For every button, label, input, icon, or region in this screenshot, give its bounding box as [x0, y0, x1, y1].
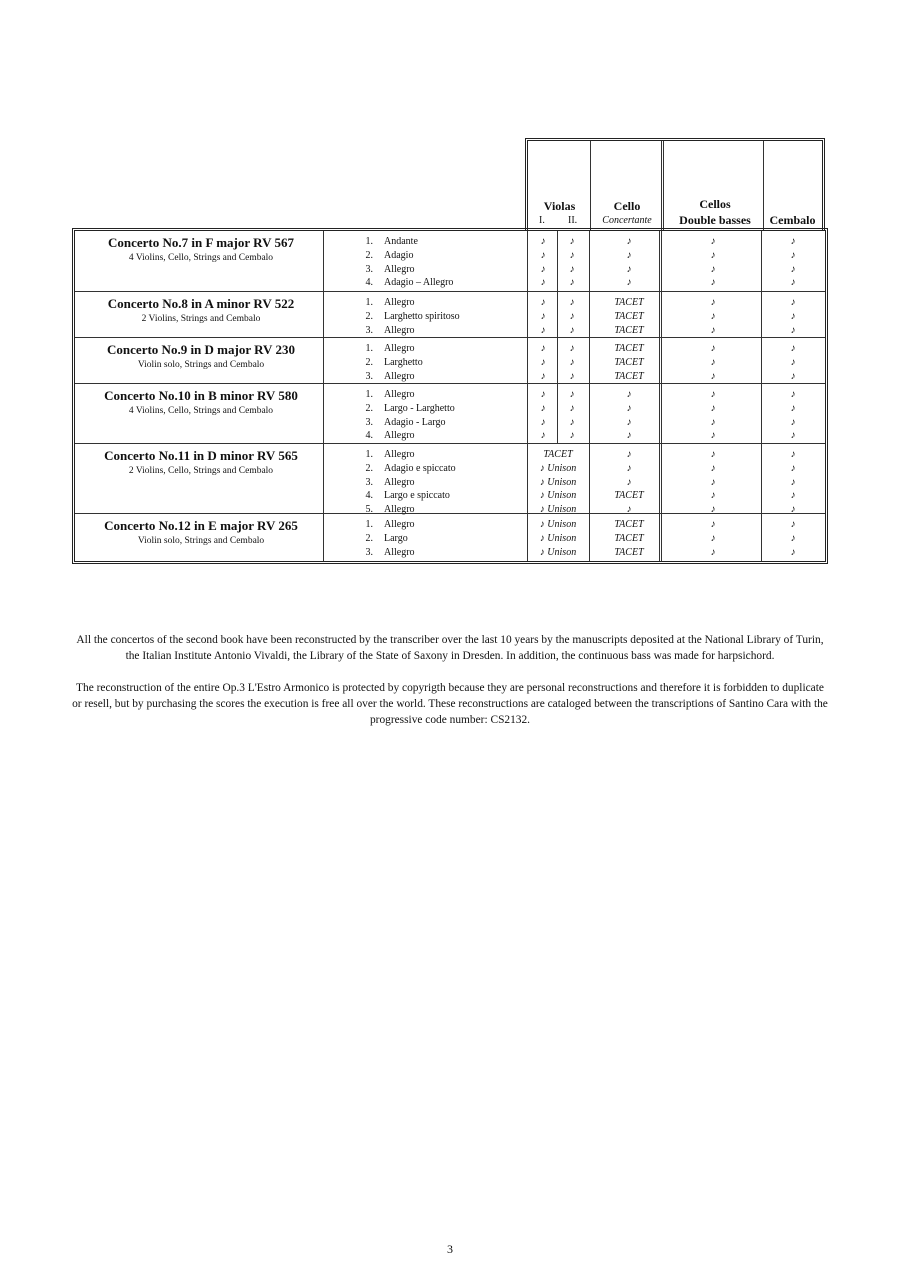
movement-number: 1.: [365, 297, 373, 308]
cello-label: Cello: [613, 199, 641, 213]
viola-1-mark: ♪: [540, 249, 546, 261]
bass-mark: ♪: [710, 277, 716, 289]
viola-1-mark: ♪: [540, 389, 546, 400]
concerto-title: Concerto No.11 in D minor RV 565: [104, 448, 298, 463]
violas-label: Violas: [543, 199, 576, 213]
cello-mark: ♪: [626, 416, 632, 428]
bass-mark: ♪: [710, 343, 716, 354]
viola-2-mark: ♪: [569, 310, 575, 322]
viola-1-mark: ♪: [540, 430, 546, 442]
cello-mark: ♪: [626, 430, 632, 442]
movement-name: Largo e spiccato: [384, 490, 450, 502]
movement-number: 1.: [365, 519, 373, 530]
instrument-header: [525, 138, 825, 230]
concerto-table: [72, 228, 828, 564]
viola-1-mark: ♪: [540, 297, 546, 308]
concerto-title: Concerto No.9 in D major RV 230: [107, 342, 295, 357]
movement-number: 2.: [365, 249, 373, 261]
movement-name: Allegro: [384, 297, 415, 308]
bass-mark: ♪: [710, 416, 716, 428]
cello-mark: ♪: [626, 389, 632, 400]
cello-mark: TACET: [614, 532, 644, 544]
movement-number: 1.: [365, 449, 373, 460]
cellos-label: Cellos: [699, 197, 731, 211]
movement-number: 3.: [365, 263, 373, 275]
bass-mark: ♪: [710, 402, 716, 414]
movement-number: 5.: [365, 504, 373, 516]
cembalo-mark: ♪: [790, 449, 796, 460]
cembalo-label: Cembalo: [769, 213, 816, 227]
cembalo-mark: ♪: [790, 263, 796, 275]
viola-unison-mark: ♪ Unison: [539, 504, 577, 516]
concerto-title: Concerto No.8 in A minor RV 522: [107, 296, 295, 311]
movement-number: 2.: [365, 402, 373, 414]
viola-1-mark: ♪: [540, 310, 546, 322]
viola-1-mark: ♪: [540, 277, 546, 289]
movement-name: Adagio - Largo: [384, 416, 446, 428]
movement-name: Allegro: [384, 263, 415, 275]
concerto-title: Concerto No.10 in B minor RV 580: [104, 388, 298, 403]
cello-mark: ♪: [626, 236, 632, 247]
cello-mark: TACET: [614, 546, 644, 558]
movement-name: Adagio e spiccato: [384, 462, 456, 474]
viola-unison-mark: ♪ Unison: [539, 476, 577, 488]
movement-name: Allegro: [384, 370, 415, 382]
cembalo-mark: ♪: [790, 249, 796, 261]
movement-name: Allegro: [384, 476, 415, 488]
cello-mark: TACET: [614, 310, 644, 322]
cello-mark: ♪: [626, 462, 632, 474]
concerto-title: Concerto No.7 in F major RV 567: [108, 235, 294, 250]
movement-name: Largo - Larghetto: [384, 402, 455, 414]
movement-name: Allegro: [384, 449, 415, 460]
viola-2-mark: ♪: [569, 356, 575, 368]
bass-mark: ♪: [710, 519, 716, 530]
concerto-row: [75, 383, 825, 443]
viola-1-mark: ♪: [540, 263, 546, 275]
bass-mark: ♪: [710, 370, 716, 382]
cembalo-mark: ♪: [790, 416, 796, 428]
cembalo-mark: ♪: [790, 324, 796, 336]
viola-2-label: II.: [568, 215, 578, 226]
bass-mark: ♪: [710, 504, 716, 516]
movement-name: Andante: [384, 236, 418, 247]
movement-number: 3.: [365, 370, 373, 382]
cello-mark: ♪: [626, 249, 632, 261]
cello-mark: ♪: [626, 263, 632, 275]
movement-number: 4.: [365, 277, 373, 289]
movement-name: Largo: [384, 532, 408, 544]
concerto-scoring: 2 Violins, Cello, Strings and Cembalo: [128, 466, 274, 476]
cello-header: [591, 141, 663, 230]
cello-mark: ♪: [626, 476, 632, 488]
viola-1-mark: ♪: [540, 370, 546, 382]
viola-1-mark: ♪: [540, 356, 546, 368]
movement-number: 2.: [365, 532, 373, 544]
cembalo-mark: ♪: [790, 476, 796, 488]
bass-mark: ♪: [710, 490, 716, 502]
cembalo-mark: ♪: [790, 370, 796, 382]
viola-1-mark: ♪: [540, 236, 546, 247]
viola-2-mark: ♪: [569, 389, 575, 400]
bass-mark: ♪: [710, 462, 716, 474]
movement-number: 3.: [365, 476, 373, 488]
movement-number: 1.: [365, 389, 373, 400]
viola-1-mark: ♪: [540, 343, 546, 354]
viola-2-mark: ♪: [569, 249, 575, 261]
bass-mark: ♪: [710, 249, 716, 261]
viola-unison-mark: ♪ Unison: [539, 519, 577, 530]
cello-mark: ♪: [626, 402, 632, 414]
viola-2-mark: ♪: [569, 343, 575, 354]
movement-name: Adagio: [384, 249, 414, 261]
concerto-row: [75, 337, 825, 383]
cembalo-mark: ♪: [790, 310, 796, 322]
reconstruction-note: All the concertos of the second book have been reconstructed by the transcriber over the last 10 years by the manuscripts deposited at the National Library of Turin, the Italian Institute Antonio Vivaldi, the Library of the State of Saxony in Dresden. In addition, the continuous bass was made for harpsichord.: [76, 634, 824, 662]
bass-mark: ♪: [710, 310, 716, 322]
viola-2-mark: ♪: [569, 402, 575, 414]
cembalo-header: [763, 141, 822, 230]
viola-1-mark: ♪: [540, 416, 546, 428]
movement-name: Allegro: [384, 343, 415, 354]
cembalo-mark: ♪: [790, 402, 796, 414]
cello-mark: TACET: [614, 490, 644, 502]
movement-number: 2.: [365, 462, 373, 474]
double-basses-label: Double basses: [679, 213, 751, 227]
cembalo-mark: ♪: [790, 277, 796, 289]
concerto-scoring: Violin solo, Strings and Cembalo: [137, 360, 265, 370]
viola-1-mark: ♪: [540, 402, 546, 414]
cello-mark: TACET: [614, 356, 644, 368]
cello-mark: TACET: [614, 324, 644, 336]
viola-unison-mark: ♪ Unison: [539, 462, 577, 474]
movement-name: Allegro: [384, 430, 415, 442]
viola-2-mark: ♪: [569, 370, 575, 382]
movement-name: Larghetto spiritoso: [384, 310, 460, 322]
movement-number: 3.: [365, 416, 373, 428]
viola-2-mark: ♪: [569, 430, 575, 442]
cembalo-mark: ♪: [790, 546, 796, 558]
viola-2-mark: ♪: [569, 263, 575, 275]
movement-number: 1.: [365, 236, 373, 247]
movement-number: 4.: [365, 430, 373, 442]
bass-mark: ♪: [710, 263, 716, 275]
concerto-scoring: 2 Violins, Strings and Cembalo: [141, 314, 261, 324]
viola-unison-mark: ♪ Unison: [539, 546, 577, 558]
copyright-note: The reconstruction of the entire Op.3 L'Estro Armonico is protected by copyrigth because they are personal reconstructions and therefore it is forbidden to duplicate or resell, but by purchasing the scores the execution is free all over the world. These reconstructions are cataloged between the transcriptions of Santino Cara with the progressive code number: CS2132.: [72, 682, 828, 726]
movement-name: Adagio – Allegro: [384, 277, 454, 289]
cembalo-mark: ♪: [790, 490, 796, 502]
cembalo-mark: ♪: [790, 430, 796, 442]
movement-name: Allegro: [384, 519, 415, 530]
viola-2-mark: ♪: [569, 297, 575, 308]
bass-mark: ♪: [710, 297, 716, 308]
cello-mark: TACET: [614, 519, 644, 530]
viola-unison-mark: TACET: [543, 449, 573, 460]
movement-number: 3.: [365, 324, 373, 336]
concerto-row: [75, 231, 825, 291]
movement-number: 2.: [365, 356, 373, 368]
cembalo-mark: ♪: [790, 462, 796, 474]
cembalo-mark: ♪: [790, 532, 796, 544]
movement-name: Allegro: [384, 389, 415, 400]
concerto-row: [75, 443, 825, 516]
concerto-title: Concerto No.12 in E major RV 265: [104, 518, 298, 533]
movement-number: 2.: [365, 310, 373, 322]
page-number: 3: [447, 1242, 453, 1256]
viola-1-mark: ♪: [540, 324, 546, 336]
bass-mark: ♪: [710, 546, 716, 558]
bass-mark: ♪: [710, 356, 716, 368]
bass-mark: ♪: [710, 389, 716, 400]
violas-header: [528, 141, 591, 230]
movement-name: Allegro: [384, 546, 415, 558]
movement-number: 3.: [365, 546, 373, 558]
cello-mark: TACET: [614, 370, 644, 382]
viola-unison-mark: ♪ Unison: [539, 532, 577, 544]
viola-2-mark: ♪: [569, 236, 575, 247]
movement-number: 1.: [365, 343, 373, 354]
bass-mark: ♪: [710, 236, 716, 247]
cello-mark: ♪: [626, 277, 632, 289]
cembalo-mark: ♪: [790, 343, 796, 354]
bass-mark: ♪: [710, 476, 716, 488]
concerto-scoring: 4 Violins, Cello, Strings and Cembalo: [128, 406, 274, 416]
movement-name: Allegro: [384, 324, 415, 336]
concerto-row: [75, 291, 825, 337]
concerto-row: [75, 513, 825, 561]
cello-mark: ♪: [626, 504, 632, 516]
viola-2-mark: ♪: [569, 416, 575, 428]
movement-name: Larghetto: [384, 356, 423, 368]
viola-2-mark: ♪: [569, 324, 575, 336]
bass-mark: ♪: [710, 532, 716, 544]
cembalo-mark: ♪: [790, 504, 796, 516]
bass-mark: ♪: [710, 430, 716, 442]
viola-unison-mark: ♪ Unison: [539, 490, 577, 502]
bass-mark: ♪: [710, 449, 716, 460]
concerto-scoring: 4 Violins, Cello, Strings and Cembalo: [128, 253, 274, 263]
movement-number: 4.: [365, 490, 373, 502]
viola-1-label: I.: [539, 215, 545, 226]
cembalo-mark: ♪: [790, 389, 796, 400]
cembalo-mark: ♪: [790, 519, 796, 530]
cembalo-mark: ♪: [790, 297, 796, 308]
cello-sub-label: Concertante: [602, 215, 652, 226]
cello-mark: TACET: [614, 343, 644, 354]
viola-2-mark: ♪: [569, 277, 575, 289]
movement-name: Allegro: [384, 504, 415, 516]
cello-mark: TACET: [614, 297, 644, 308]
notes-section: [70, 632, 830, 744]
cello-mark: ♪: [626, 449, 632, 460]
cembalo-mark: ♪: [790, 236, 796, 247]
concerto-scoring: Violin solo, Strings and Cembalo: [137, 536, 265, 546]
cembalo-mark: ♪: [790, 356, 796, 368]
bass-mark: ♪: [710, 324, 716, 336]
cellos-bass-header: [667, 141, 763, 230]
